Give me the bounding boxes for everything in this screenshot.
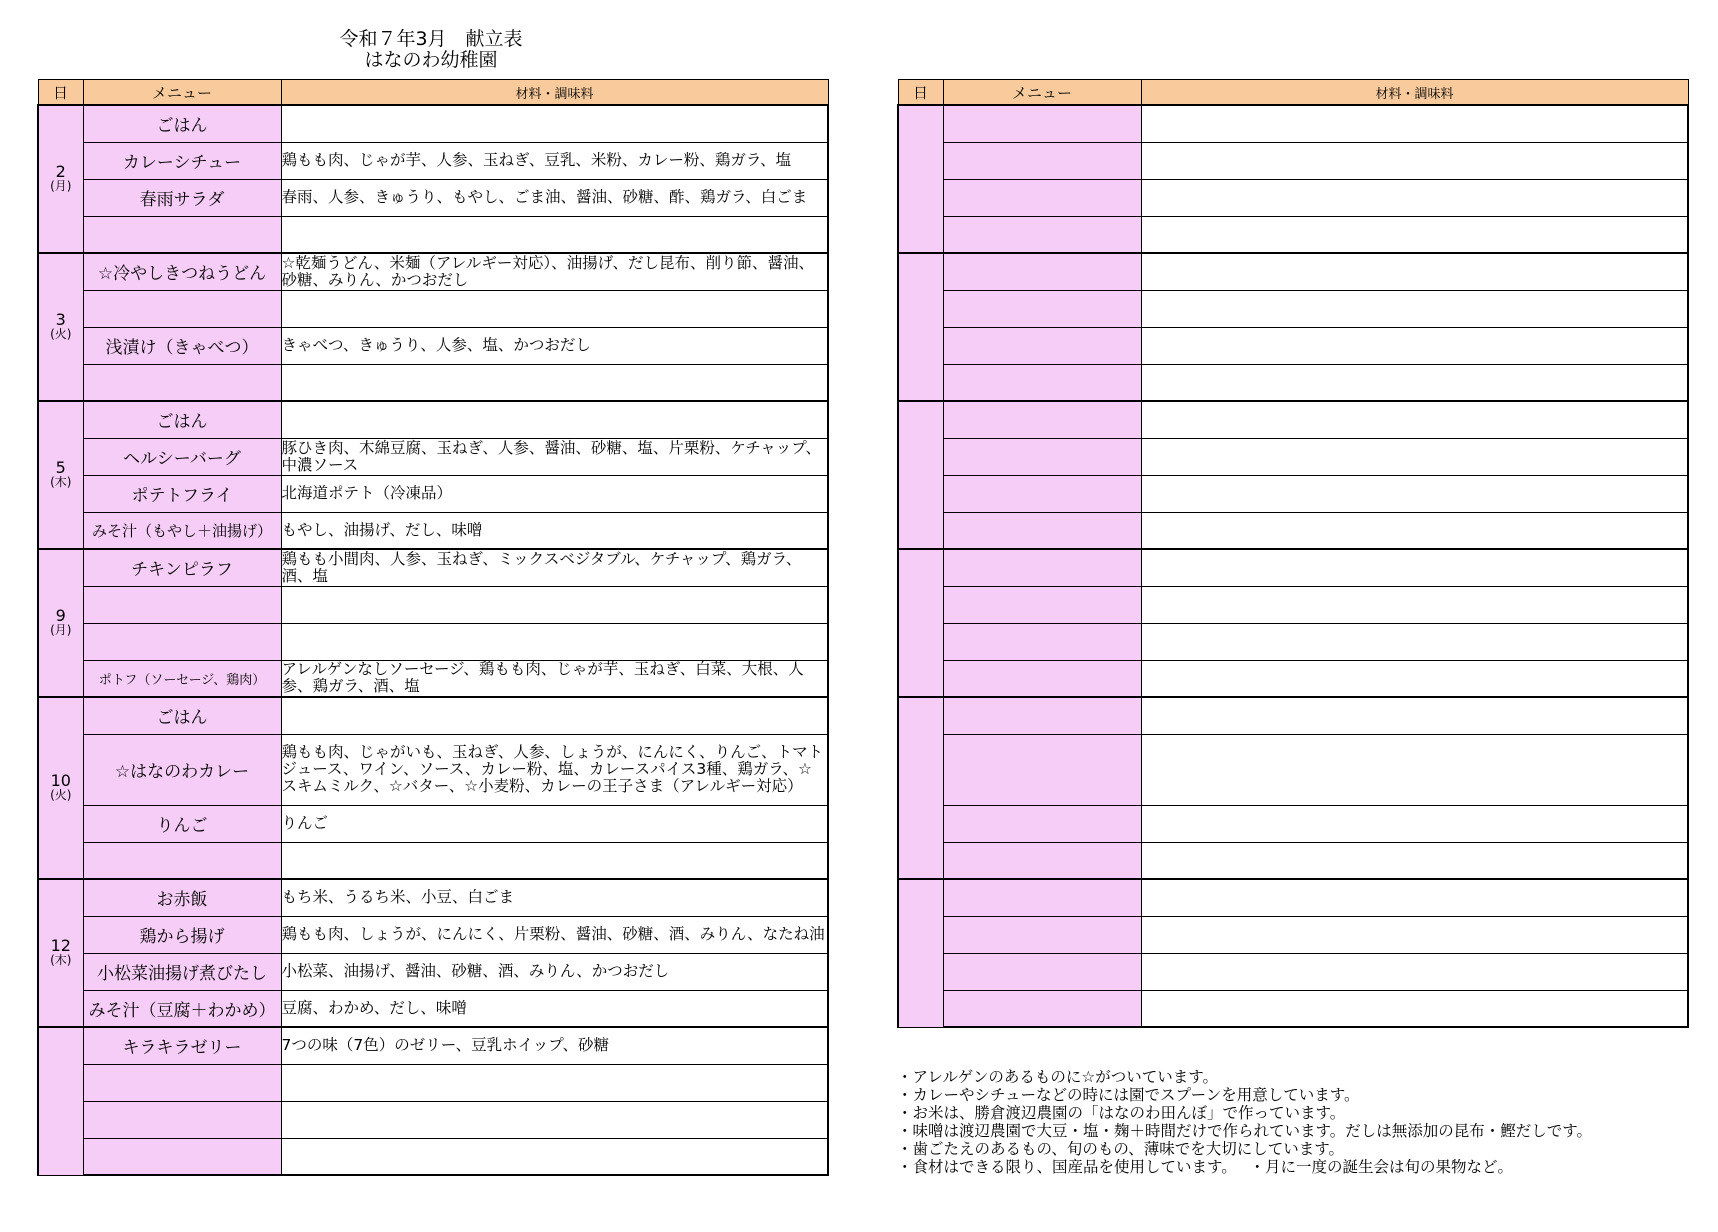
menu-item xyxy=(83,842,281,879)
menu-row xyxy=(898,253,1688,290)
menu-row xyxy=(898,290,1688,327)
ingredients-cell xyxy=(281,401,828,438)
day-weekday: (月) xyxy=(50,623,72,637)
day-weekday: (木) xyxy=(50,953,72,967)
menu-row xyxy=(38,805,828,842)
ingredients-cell xyxy=(1141,105,1688,142)
note-item: ・食材はできる限り、国産品を使用しています。 ・月に一度の誕生会は旬の果物など。 xyxy=(897,1158,1513,1176)
day-cell xyxy=(898,879,943,1027)
ingredients-cell: 鶏もも肉、じゃが芋、人参、玉ねぎ、豆乳、米粉、カレー粉、鶏ガラ、塩 xyxy=(281,142,828,179)
menu-row xyxy=(898,842,1688,879)
day-cell xyxy=(898,549,943,697)
menu-item: ごはん xyxy=(83,697,281,734)
ingredients-cell: 鶏もも肉、しょうが、にんにく、片栗粉、醤油、砂糖、酒、みりん、なたね油 xyxy=(281,916,828,953)
ingredients-cell xyxy=(281,1064,828,1101)
menu-row xyxy=(898,586,1688,623)
menu-row xyxy=(38,879,828,916)
ingredients-cell xyxy=(281,1101,828,1138)
menu-table-left xyxy=(37,79,829,1176)
ingredients-cell xyxy=(1141,438,1688,475)
menu-item: ごはん xyxy=(83,105,281,142)
menu-item xyxy=(943,512,1141,549)
ingredients-cell xyxy=(1141,216,1688,253)
note-item: ・カレーやシチューなどの時には園でスプーンを用意しています。 xyxy=(897,1086,1360,1104)
menu-item xyxy=(943,697,1141,734)
note-item: ・歯ごたえのあるもの、旬のもの、薄味でを大切にしています。 xyxy=(897,1140,1345,1158)
header-menu: メニュー xyxy=(83,80,281,106)
ingredients-cell xyxy=(1141,623,1688,660)
menu-row xyxy=(898,660,1688,697)
menu-item xyxy=(83,216,281,253)
menu-row xyxy=(38,1064,828,1101)
ingredients-cell xyxy=(281,1138,828,1175)
ingredients-cell xyxy=(1141,916,1688,953)
menu-item: お赤飯 xyxy=(83,879,281,916)
ingredients-cell xyxy=(281,364,828,401)
day-cell xyxy=(38,549,83,697)
day-weekday: (木) xyxy=(50,475,72,489)
menu-item xyxy=(943,142,1141,179)
header-day: 日 xyxy=(898,80,943,106)
menu-item xyxy=(943,290,1141,327)
day-cell xyxy=(898,253,943,401)
ingredients-cell: 春雨、人参、きゅうり、もやし、ごま油、醤油、砂糖、酢、鶏ガラ、白ごま xyxy=(281,179,828,216)
menu-row xyxy=(38,401,828,438)
menu-item: 鶏から揚げ xyxy=(83,916,281,953)
note-item: ・お米は、勝倉渡辺農園の「はなのわ田んぼ」で作っています。 xyxy=(897,1104,1346,1122)
header-day: 日 xyxy=(38,80,83,106)
menu-item: ヘルシーバーグ xyxy=(83,438,281,475)
day-weekday: (火) xyxy=(50,327,72,341)
ingredients-cell xyxy=(1141,660,1688,697)
ingredients-cell xyxy=(1141,549,1688,586)
menu-row xyxy=(38,253,828,290)
header-ingredients: 材料・調味料 xyxy=(1141,80,1688,106)
ingredients-cell xyxy=(1141,953,1688,990)
menu-row xyxy=(38,1027,828,1064)
ingredients-cell: 小松菜、油揚げ、醤油、砂糖、酒、みりん、かつおだし xyxy=(281,953,828,990)
menu-item xyxy=(943,401,1141,438)
ingredients-cell: りんご xyxy=(281,805,828,842)
menu-item xyxy=(943,253,1141,290)
ingredients-cell xyxy=(1141,290,1688,327)
menu-item xyxy=(943,660,1141,697)
menu-row xyxy=(898,697,1688,734)
ingredients-cell: アレルゲンなしソーセージ、鶏もも肉、じゃが芋、玉ねぎ、白菜、大根、人参、鶏ガラ、酒、塩 xyxy=(281,660,828,697)
day-number: 3 xyxy=(55,310,66,329)
menu-item: ごはん xyxy=(83,401,281,438)
ingredients-cell: 7つの味（7色）のゼリー、豆乳ホイップ、砂糖 xyxy=(281,1027,828,1064)
menu-row xyxy=(38,475,828,512)
menu-item xyxy=(943,842,1141,879)
menu-row xyxy=(898,438,1688,475)
menu-row xyxy=(38,990,828,1027)
menu-item: みそ汁（もやし＋油揚げ） xyxy=(83,512,281,549)
ingredients-cell: もやし、油揚げ、だし、味噌 xyxy=(281,512,828,549)
menu-row xyxy=(898,364,1688,401)
note-item: ・味噌は渡辺農園で大豆・塩・麹＋時間だけで作られています。だしは無添加の昆布・鰹だしです。 xyxy=(897,1122,1593,1140)
menu-item: 小松菜油揚げ煮びたし xyxy=(83,953,281,990)
menu-row xyxy=(898,879,1688,916)
menu-row xyxy=(38,1138,828,1175)
menu-item xyxy=(943,549,1141,586)
day-cell xyxy=(38,1027,83,1175)
menu-item xyxy=(83,1064,281,1101)
menu-row xyxy=(38,953,828,990)
notes-list xyxy=(897,1068,1592,1176)
menu-row xyxy=(38,142,828,179)
menu-item xyxy=(83,1101,281,1138)
ingredients-cell xyxy=(1141,401,1688,438)
menu-item: ☆冷やしきつねうどん xyxy=(83,253,281,290)
menu-item xyxy=(83,1138,281,1175)
menu-table-right xyxy=(897,79,1689,1028)
menu-row xyxy=(38,842,828,879)
menu-row xyxy=(38,290,828,327)
day-cell xyxy=(38,697,83,879)
ingredients-cell: 北海道ポテト（冷凍品） xyxy=(281,475,828,512)
ingredients-cell xyxy=(281,290,828,327)
day-cell xyxy=(898,105,943,253)
menu-row xyxy=(38,623,828,660)
menu-item xyxy=(943,216,1141,253)
menu-item xyxy=(943,327,1141,364)
ingredients-cell xyxy=(281,105,828,142)
ingredients-cell: 豆腐、わかめ、だし、味噌 xyxy=(281,990,828,1027)
menu-item: 春雨サラダ xyxy=(83,179,281,216)
menu-row xyxy=(898,216,1688,253)
menu-item xyxy=(943,586,1141,623)
ingredients-cell xyxy=(1141,512,1688,549)
menu-row xyxy=(898,990,1688,1027)
menu-item: 浅漬け（きゃべつ） xyxy=(83,327,281,364)
day-weekday: (月) xyxy=(50,179,72,193)
menu-item: ポトフ（ソーセージ、鶏肉） xyxy=(83,660,281,697)
header-ingredients: 材料・調味料 xyxy=(281,80,828,106)
ingredients-cell xyxy=(1141,805,1688,842)
ingredients-cell xyxy=(281,697,828,734)
ingredients-cell xyxy=(281,842,828,879)
menu-item xyxy=(943,179,1141,216)
ingredients-cell xyxy=(1141,879,1688,916)
day-cell xyxy=(898,697,943,879)
menu-item: チキンピラフ xyxy=(83,549,281,586)
menu-item: みそ汁（豆腐＋わかめ） xyxy=(83,990,281,1027)
ingredients-cell: 鶏もも肉、じゃがいも、玉ねぎ、人参、しょうが、にんにく、りんご、トマトジュース、ワイン、ソース、カレー粉、塩、カレースパイス3種、鶏ガラ、☆スキムミルク、☆バター、☆小麦粉、カレーの王子さま（アレルギー対応） xyxy=(281,734,828,805)
ingredients-cell: 豚ひき肉、木綿豆腐、玉ねぎ、人参、醤油、砂糖、塩、片栗粉、ケチャップ、中濃ソース xyxy=(281,438,828,475)
ingredients-cell xyxy=(1141,142,1688,179)
menu-row xyxy=(898,105,1688,142)
menu-item: ポテトフライ xyxy=(83,475,281,512)
ingredients-cell xyxy=(1141,253,1688,290)
menu-row xyxy=(38,327,828,364)
menu-item xyxy=(943,805,1141,842)
menu-row xyxy=(898,512,1688,549)
menu-item xyxy=(83,586,281,623)
menu-item xyxy=(943,879,1141,916)
menu-row xyxy=(898,475,1688,512)
day-number: 2 xyxy=(55,162,66,181)
menu-row xyxy=(38,549,828,586)
day-number: 5 xyxy=(55,458,66,477)
ingredients-cell xyxy=(281,586,828,623)
ingredients-cell: もち米、うるち米、小豆、白ごま xyxy=(281,879,828,916)
ingredients-cell xyxy=(1141,990,1688,1027)
menu-row xyxy=(38,216,828,253)
menu-row xyxy=(898,623,1688,660)
menu-item xyxy=(943,105,1141,142)
menu-row xyxy=(38,660,828,697)
menu-item xyxy=(943,364,1141,401)
menu-item xyxy=(943,990,1141,1027)
menu-row xyxy=(38,364,828,401)
menu-row xyxy=(898,142,1688,179)
ingredients-cell xyxy=(1141,364,1688,401)
ingredients-cell xyxy=(1141,327,1688,364)
menu-row xyxy=(38,438,828,475)
ingredients-cell: きゃべつ、きゅうり、人参、塩、かつおだし xyxy=(281,327,828,364)
menu-row xyxy=(898,734,1688,805)
menu-row xyxy=(38,512,828,549)
menu-item: りんご xyxy=(83,805,281,842)
menu-row xyxy=(898,327,1688,364)
day-number: 12 xyxy=(50,936,71,955)
ingredients-cell xyxy=(1141,179,1688,216)
menu-item: カレーシチュー xyxy=(83,142,281,179)
menu-row xyxy=(898,916,1688,953)
menu-item xyxy=(943,916,1141,953)
school-name: はなのわ幼稚園 xyxy=(364,49,498,71)
menu-row xyxy=(38,179,828,216)
menu-row xyxy=(38,734,828,805)
header-menu: メニュー xyxy=(943,80,1141,106)
day-cell xyxy=(38,879,83,1027)
menu-item xyxy=(83,364,281,401)
menu-row xyxy=(38,586,828,623)
day-cell xyxy=(898,401,943,549)
menu-item xyxy=(943,475,1141,512)
ingredients-cell xyxy=(1141,475,1688,512)
day-cell xyxy=(38,105,83,253)
day-weekday: (火) xyxy=(50,788,72,802)
ingredients-cell xyxy=(1141,586,1688,623)
menu-row xyxy=(38,916,828,953)
ingredients-cell xyxy=(281,623,828,660)
ingredients-cell: 鶏もも小間肉、人参、玉ねぎ、ミックスベジタブル、ケチャップ、鶏ガラ、酒、塩 xyxy=(281,549,828,586)
menu-item: キラキラゼリー xyxy=(83,1027,281,1064)
menu-row xyxy=(898,805,1688,842)
menu-item xyxy=(83,290,281,327)
ingredients-cell xyxy=(281,216,828,253)
menu-row xyxy=(898,179,1688,216)
day-number: 10 xyxy=(50,771,71,790)
menu-row xyxy=(38,105,828,142)
menu-row xyxy=(898,953,1688,990)
menu-item xyxy=(943,953,1141,990)
menu-item xyxy=(943,623,1141,660)
ingredients-cell xyxy=(1141,697,1688,734)
day-cell xyxy=(38,253,83,401)
day-number: 9 xyxy=(55,606,66,625)
menu-row xyxy=(38,1101,828,1138)
ingredients-cell xyxy=(1141,842,1688,879)
menu-row xyxy=(38,697,828,734)
page-title: 令和７年3月 献立表 xyxy=(339,28,523,50)
menu-item: ☆はなのわカレー xyxy=(83,734,281,805)
ingredients-cell xyxy=(1141,734,1688,805)
note-item: ・アレルゲンのあるものに☆がついています。 xyxy=(897,1068,1219,1086)
ingredients-cell: ☆乾麺うどん、米麺（アレルギー対応）、油揚げ、だし昆布、削り節、醤油、砂糖、みりん、かつおだし xyxy=(281,253,828,290)
menu-item xyxy=(943,438,1141,475)
menu-item xyxy=(943,734,1141,805)
menu-row xyxy=(898,549,1688,586)
menu-row xyxy=(898,401,1688,438)
day-cell xyxy=(38,401,83,549)
menu-item xyxy=(83,623,281,660)
